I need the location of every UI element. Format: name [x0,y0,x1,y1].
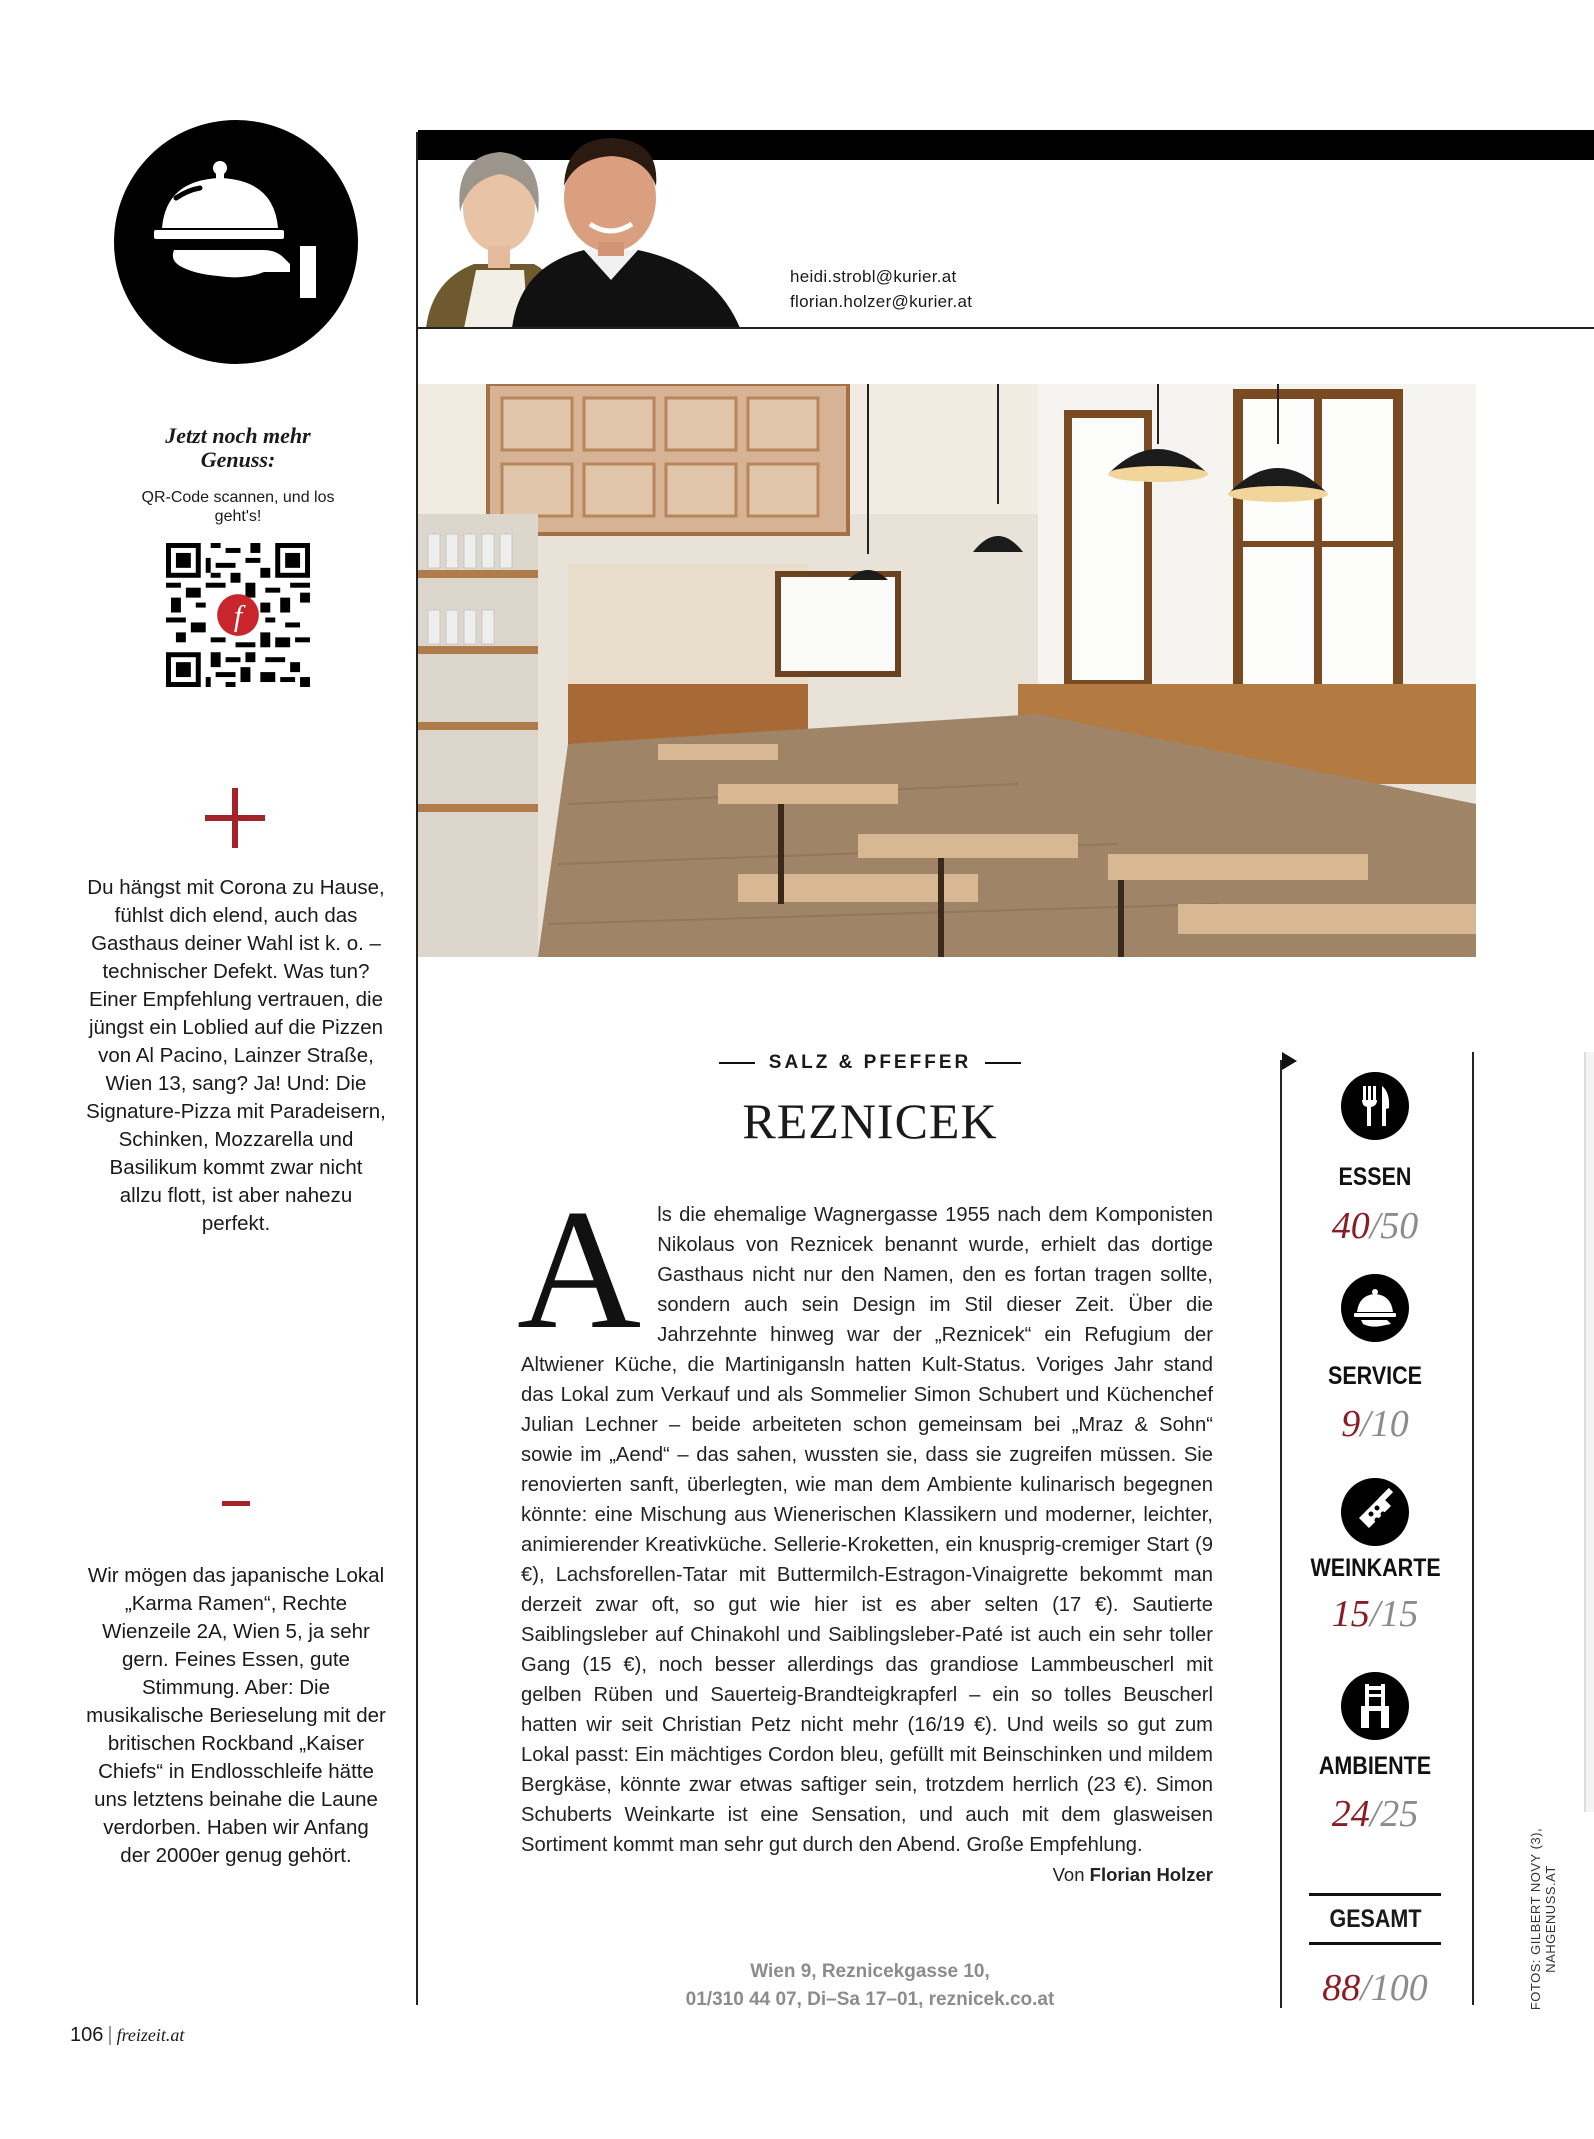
score-service: 9 [1341,1403,1361,1445]
rating-score-weinkarte [1300,1592,1450,1636]
rating-label-ambiente: AMBIENTE [1318,1752,1432,1780]
cloche-hand-icon [114,120,358,364]
photo-credit: FOTOS: GILBERT NOVY (3), NAHGENUSS.AT [1528,1827,1558,2011]
header-rule [418,327,1594,329]
section-kicker [700,1052,1040,1074]
rating-column-rule [1280,1060,1282,2008]
total-label: GESAMT [1329,1905,1421,1933]
rating-score-service [1300,1402,1450,1446]
kicker-rule-right [985,1062,1021,1064]
drop-cap: A [517,1175,642,1365]
article-body-text: ls die ehemalige Wagnergasse 1955 nach dem Komponisten Nikolaus von Reznicek benannt wurde, erhielt das dortige Gasthaus nicht nur den Namen, den es fortan tragen sollte, sondern auch sein Design im Stil dieser Zeit. Über die Jahrzehnte hinweg war der „Reznicek“ ein Refugium der Altwiener Küche, die Martinigansln hatten Kult-Status. Voriges Jahr stand das Lokal zum Verkauf und als Sommelier Simon Schubert und Küchenchef Julian Lechner – beide arbeiteten schon gemeinsam bei „Mraz & Sohn“ sowie im „Aend“ – das sahen, wussten sie, dass sie zugreifen müssen. Sie renovierten sanft, überlegten, wie man dem Ambiente kulinarisch begegnen könnte: eine Mischung aus Wienerischen Klassikern und moderner, leichter, animierender Kreativküche. Sellerie-Kroketten, ein knusprig-cremiger Start (9 €), Lachsforellen-Tatar mit Buttermilch-Estragon-Vinaigrette bekommt man derzeit zwar oft, so gut wie hier ist es aber selten (17 €). Sautierte Saiblingsleber auf Chinakohl und Saiblingsleber-Paté ist auch ein sehr toller Gang (15 €), noch besser allerdings das grandiose Lammbeuscherl mit gelben Rüben und Sauerteig-Brandteigkrapferl – ein so tolles Beuscherl hatten wir seit Christian Petz nicht mehr (16/19 €). Und weils so gut zum Lokal passt: Ein mächtiges Cordon bleu, gefüllt mit Beinschinken und mildem Bergkäse, könnte zwar etwas saftiger sein, trotzdem herrlich (23 €). Simon Schuberts Weinkarte ist eine Sensation, und auch mit dem glasweisen Sortiment kommt man sehr gut durch den Abend. Große Empfehlung. [521,1204,1213,1856]
author-emails [790,264,972,314]
score-max-ambiente: /25 [1369,1793,1419,1835]
page-footer [70,2024,184,2047]
portrait-florian-holzer [512,138,740,328]
score-total: 88 [1322,1967,1361,2009]
restaurant-photo [418,384,1476,957]
email-florian[interactable]: florian.holzer@kurier.at [790,292,973,311]
rating-arrow-icon [1282,1052,1297,1070]
score-max-total: /100 [1360,1967,1428,2009]
plus-text: Du hängst mit Corona zu Hause, fühlst dich elend, auch das Gasthaus deiner Wahl ist k. o. – technischer Defekt. Was tun? Einer Empfehlung vertrauen, die jüngst ein Loblied auf die Pizzen von Al Pacino, Lainzer Straße, Wien 13, sang? Ja! Und: Die Signature-Pizza mit Paradeisern, Schinken, Mozzarella und Basilikum kommt zwar nicht allzu flott, ist aber nahezu perfekt. [86,876,386,1235]
score-max-service: /10 [1360,1403,1409,1445]
minus-text: Wir mögen das japanische Lokal „Karma Ramen“, Rechte Wienzeile 2A, Wien 5, ja sehr gern. Feines Essen, gute Stimmung. Aber: Die musikalische Berieselung mit der britischen Rockband „Kaiser Chiefs“ in Endlosschleife hätte uns letztens beinahe die Laune verdorben. Haben wir Anfang der 2000er genug gehört. [86,1564,386,1867]
kicker-text: SALZ & PFEFFER [768,1052,972,1073]
rating-score-ambiente [1300,1792,1450,1836]
score-essen: 40 [1331,1205,1370,1247]
kicker-rule-left [719,1062,755,1064]
byline-author: Florian Holzer [1089,1864,1213,1885]
byline [1053,1860,1213,1890]
score-max-weinkarte: /15 [1369,1593,1419,1635]
total-label-box [1309,1893,1441,1945]
restaurant-emblem [114,120,358,364]
email-heidi[interactable]: heidi.strobl@kurier.at [790,267,957,286]
score-ambiente: 24 [1331,1793,1370,1835]
adjacent-page-edge [1584,1052,1594,1812]
footer-separator: | [107,2024,113,2046]
fork-knife-icon [1341,1072,1409,1140]
right-column-rule [1472,1052,1474,2005]
corkscrew-icon [1341,1478,1409,1546]
rating-label-weinkarte: WEINKARTE [1310,1554,1441,1582]
chair-icon [1341,1672,1409,1740]
qr-heading: Jetzt noch mehr Genuss: [165,423,311,472]
article-body [517,1175,1213,1890]
byline-prefix: Von [1052,1864,1085,1885]
qr-subtext: QR-Code scannen, und los geht's! [141,489,335,525]
rating-label-service: SERVICE [1327,1362,1423,1390]
restaurant-address [560,1958,1180,2014]
plus-icon [205,788,265,848]
rating-score-essen [1300,1204,1450,1248]
rating-label-essen: ESSEN [1338,1163,1412,1191]
address-line-2: 01/310 44 07, Di–Sa 17–01, reznicek.co.at [685,1989,1055,2010]
cloche-icon [1341,1274,1409,1342]
address-line-1: Wien 9, Reznicekgasse 10, [750,1961,990,1982]
qr-code[interactable] [166,543,310,687]
score-max-essen: /50 [1369,1205,1419,1247]
total-score [1300,1966,1450,2010]
score-weinkarte: 15 [1331,1593,1370,1635]
article-title: REZNICEK [742,1093,998,1149]
page-number: 106 [70,2024,104,2046]
svg-text:f: f [233,599,243,633]
minus-icon [222,1501,250,1506]
author-portraits [424,130,744,328]
footer-brand: freizeit.at [116,2025,185,2045]
